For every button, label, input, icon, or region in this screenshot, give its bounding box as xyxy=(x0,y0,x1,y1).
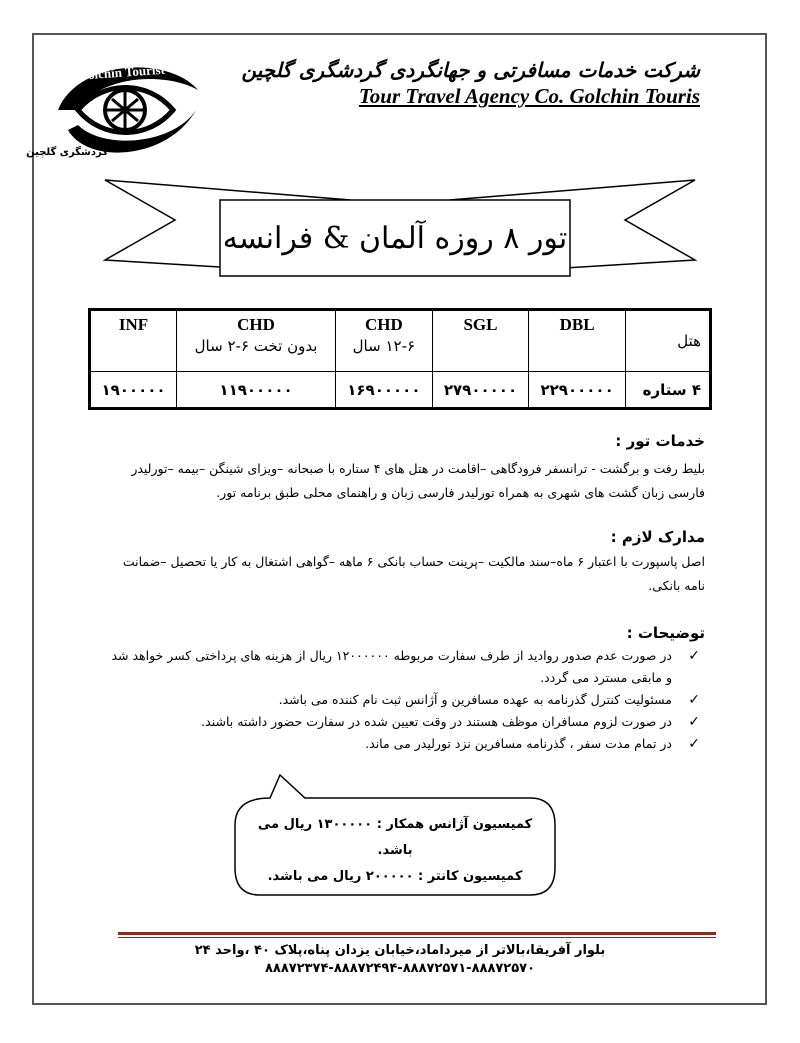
col-dbl: DBL xyxy=(529,310,626,372)
logo-text-en: Golchin Tourist xyxy=(77,61,166,83)
check-icon: ✓ xyxy=(688,692,700,708)
table-header-row xyxy=(90,310,711,372)
check-icon: ✓ xyxy=(688,648,700,664)
company-name-en: Tour Travel Agency Co. Golchin Touris xyxy=(358,84,700,108)
price-table xyxy=(88,308,712,410)
notes-title: توضیحات : xyxy=(626,624,705,642)
documents-text: اصل پاسپورت با اعتبار ۶ ماه–سند مالکیت –پرینت حساب بانکی ۶ ماهه –گواهی اشتغال به کار یا تحصیل –ضمانت نامه بانکی. xyxy=(122,554,705,593)
list-item: ✓ در صورت عدم صدور روادید از طرف سفارت مربوطه ۱۲۰۰۰۰۰۰ ریال از هزینه های پرداختی کسر خواهد شد و مابقی مسترد می گردد. xyxy=(110,645,700,689)
check-icon: ✓ xyxy=(688,736,700,752)
col-hotel: هتل xyxy=(625,310,710,372)
list-item: ✓ در صورت لزوم مسافران موظف هستند در وقت تعیین شده در سفارت حضور داشته باشند. xyxy=(110,711,700,733)
cell-inf: ۱۹۰۰۰۰۰ xyxy=(90,372,177,409)
commission-counter: کمیسیون کانتر : ۲۰۰۰۰۰ ریال می باشد. xyxy=(267,869,523,884)
check-icon: ✓ xyxy=(688,714,700,730)
footer-address: بلوار آفریقا،بالاتر از میرداماد،خیابان یزدان پناه،پلاک ۴۰ ،واحد ۲۴ xyxy=(194,943,606,958)
services-text: بلیط رفت و برگشت - ترانسفر فرودگاهی –اقامت در هتل های ۴ ستاره با صبحانه –ویزای شینگن –بیمه –تورلیدر فارسی زبان گشت های شهری به همراه تورلیدر فارسی زبان و راهنمای محلی طبق برنامه تور. xyxy=(131,461,705,500)
company-name-fa: شرکت خدمات مسافرتی و جهانگردی گردشگری گلچین xyxy=(241,58,700,82)
cell-hotel: ۴ ستاره xyxy=(625,372,710,409)
footer-phones: ۸۸۸۷۲۳۷۴-۸۸۸۷۲۴۹۴-۸۸۸۷۲۵۷۱-۸۸۸۷۲۵۷۰ xyxy=(264,961,536,976)
cell-sgl: ۲۷۹۰۰۰۰۰ xyxy=(432,372,529,409)
list-item: ✓ مسئولیت کنترل گذرنامه به عهده مسافرین و آژانس ثبت نام کننده می باشد. xyxy=(110,689,700,711)
footer-rule-thin xyxy=(118,937,716,938)
list-item: ✓ در تمام مدت سفر ، گذرنامه مسافرین نزد تورلیدر می ماند. xyxy=(110,733,700,755)
services-title: خدمات تور : xyxy=(615,432,705,450)
footer-contact xyxy=(150,942,650,978)
footer-rule xyxy=(118,932,716,935)
notes-list xyxy=(110,645,700,755)
cell-chd: ۱۶۹۰۰۰۰۰ xyxy=(336,372,433,409)
cell-chd-nobed: ۱۱۹۰۰۰۰۰ xyxy=(177,372,336,409)
col-sgl: SGL xyxy=(432,310,529,372)
table-row xyxy=(90,372,711,409)
documents-title: مدارک لازم : xyxy=(610,528,705,546)
col-chd-nobed: CHD بدون تخت ۶-۲ سال xyxy=(177,310,336,372)
col-chd: CHD ۱۲-۶ سال xyxy=(336,310,433,372)
commission-text xyxy=(250,812,540,890)
logo-text-fa: گردشگری گلچین xyxy=(26,147,108,158)
col-inf: INF xyxy=(90,310,177,372)
tour-title: تور ۸ روزه آلمان & فرانسه xyxy=(222,220,568,256)
golchin-logo xyxy=(26,55,203,165)
commission-partner: کمیسیون آژانس همکار : ۱۳۰۰۰۰۰ ریال می باشد. xyxy=(257,817,533,858)
cell-dbl: ۲۲۹۰۰۰۰۰ xyxy=(529,372,626,409)
